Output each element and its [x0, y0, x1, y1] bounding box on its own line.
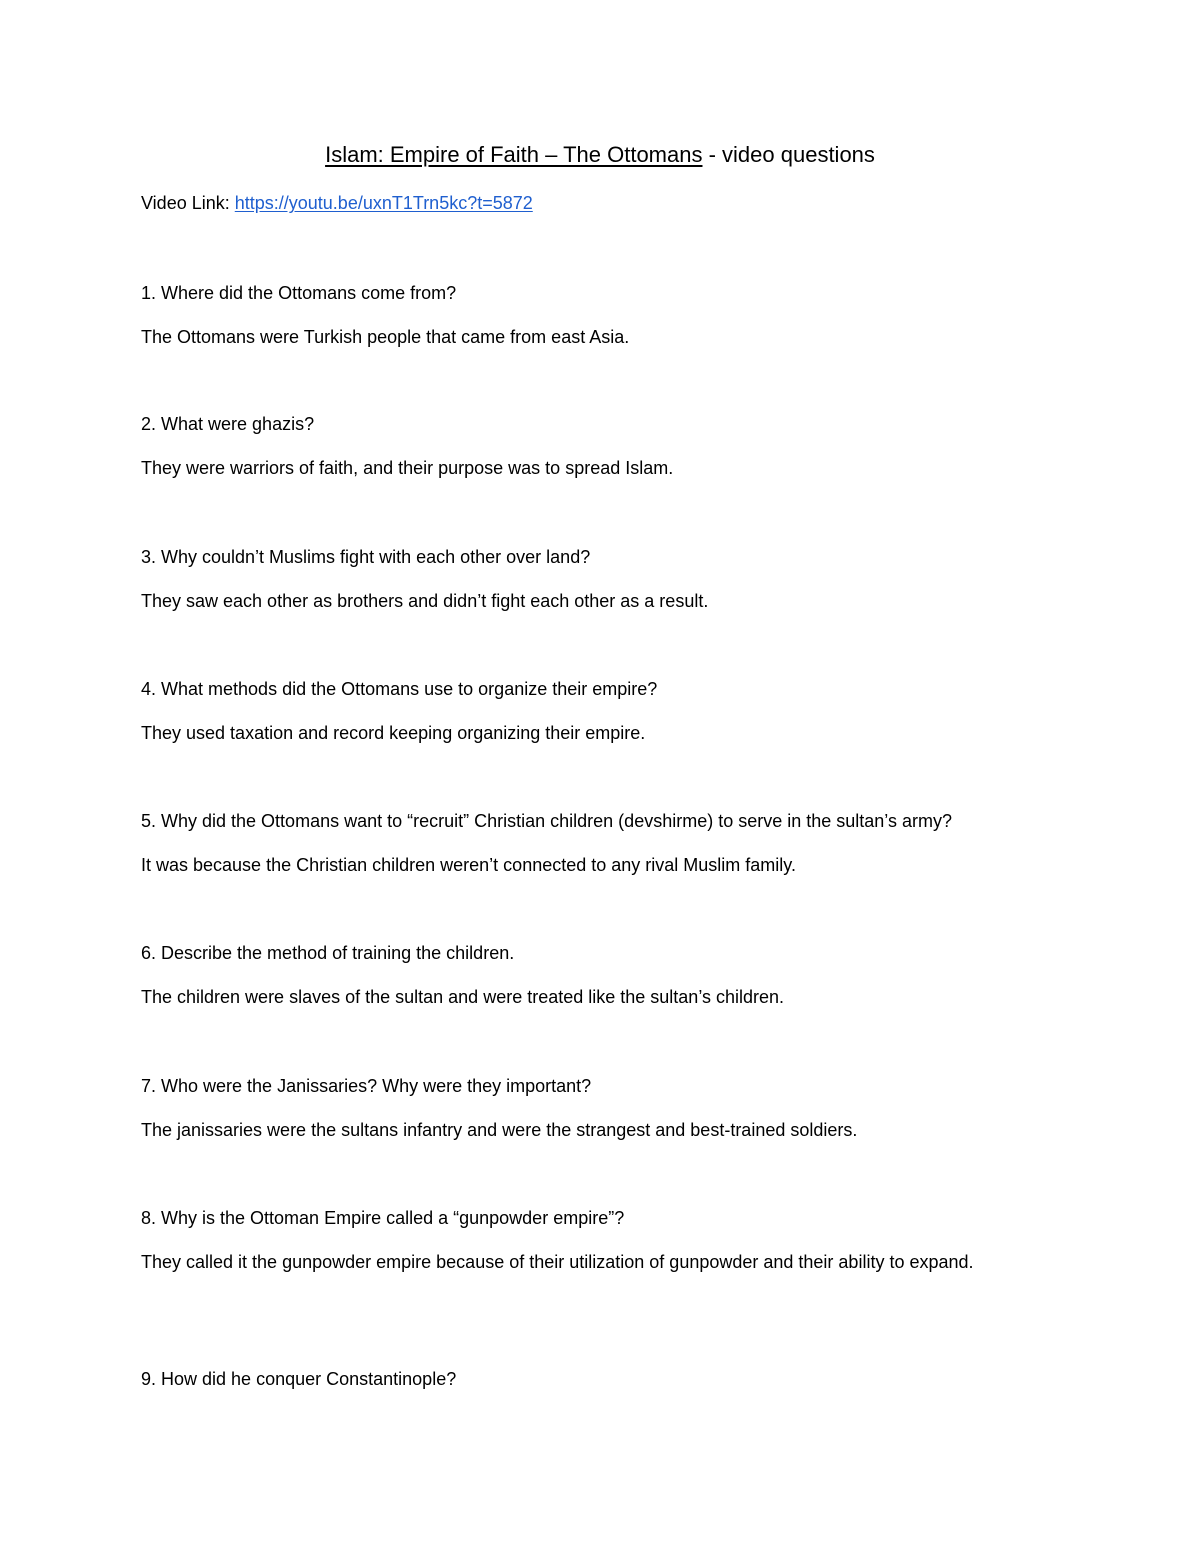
video-link[interactable]: https://youtu.be/uxnT1Trn5kc?t=5872	[234, 193, 533, 213]
qa-item-3	[141, 543, 1041, 615]
answer-3: They saw each other as brothers and didn’t fight each other as a result.	[141, 591, 709, 611]
answer-8: They called it the gunpowder empire because of their utilization of gunpowder and their ability to expand.	[141, 1252, 974, 1272]
question-2: 2. What were ghazis?	[141, 414, 315, 434]
qa-item-7	[141, 1072, 1041, 1144]
question-5: 5. Why did the Ottomans want to “recruit” Christian children (devshirme) to serve in the sultan’s army?	[141, 811, 952, 831]
question-6: 6. Describe the method of training the children.	[141, 943, 515, 963]
title-rest-text: - video questions	[702, 142, 875, 167]
question-9: 9. How did he conquer Constantinople?	[141, 1369, 457, 1389]
answer-1: The Ottomans were Turkish people that came from east Asia.	[141, 327, 630, 347]
video-link-label: Video Link:	[141, 193, 235, 213]
qa-item-6	[141, 939, 1041, 1011]
answer-2: They were warriors of faith, and their purpose was to spread Islam.	[141, 458, 674, 478]
question-8: 8. Why is the Ottoman Empire called a “gunpowder empire”?	[141, 1208, 625, 1228]
answer-4: They used taxation and record keeping organizing their empire.	[141, 723, 646, 743]
qa-item-2	[141, 410, 1041, 482]
answer-6: The children were slaves of the sultan and were treated like the sultan’s children.	[141, 987, 785, 1007]
video-link-line	[141, 190, 533, 216]
title-underlined-text: Islam: Empire of Faith – The Ottomans	[325, 142, 703, 167]
document-title	[0, 140, 1200, 170]
answer-5: It was because the Christian children weren’t connected to any rival Muslim family.	[141, 855, 796, 875]
question-7: 7. Who were the Janissaries? Why were they important?	[141, 1076, 592, 1096]
qa-item-1	[141, 279, 1041, 351]
question-4: 4. What methods did the Ottomans use to organize their empire?	[141, 679, 658, 699]
answer-7: The janissaries were the sultans infantry and were the strangest and best-trained soldiers.	[141, 1120, 858, 1140]
question-1: 1. Where did the Ottomans come from?	[141, 283, 457, 303]
qa-item-4	[141, 675, 1041, 747]
qa-item-9	[141, 1365, 1041, 1409]
qa-item-5	[141, 807, 1041, 879]
qa-item-8	[141, 1204, 1041, 1276]
question-3: 3. Why couldn’t Muslims fight with each other over land?	[141, 547, 591, 567]
